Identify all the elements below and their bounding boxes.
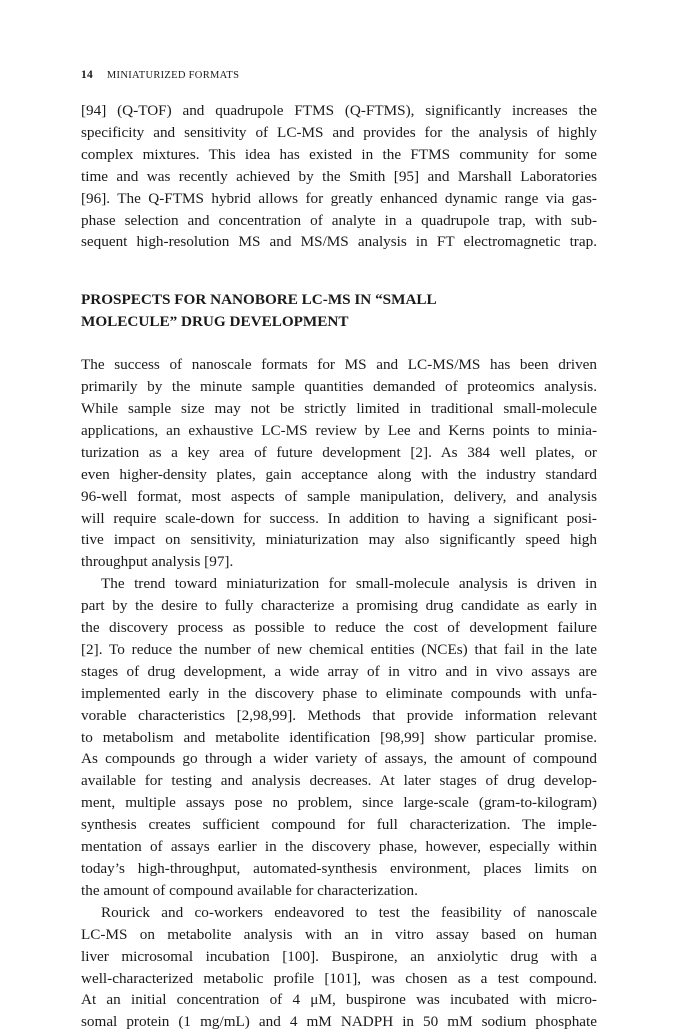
heading-line: PROSPECTS FOR NANOBORE LC-MS IN “SMALL (81, 291, 437, 309)
text-line: sequent high-resolution MS and MS/MS analysis in FT electromagnetic trap. (81, 233, 597, 251)
text-line: even higher-density plates, gain acceptance along with the industry standard (81, 465, 597, 483)
text-line: stages of drug development, a wide array of in vitro and in vivo assays are (81, 662, 597, 680)
running-head (81, 66, 597, 84)
paragraph-miniaturization-trend (81, 573, 597, 902)
text-line: throughput analysis [97]. (81, 553, 234, 571)
section-heading (81, 289, 597, 333)
text-line: [94] (Q-TOF) and quadrupole FTMS (Q-FTMS), significantly increases the (81, 102, 597, 119)
text-line: Rourick and co-workers endeavored to test the feasibility of nanoscale (101, 903, 597, 921)
text-line: tive impact on sensitivity, miniaturization may also significantly speed high (81, 531, 597, 549)
text-line: primarily by the minute sample quantities demanded of proteomics analysis. (81, 378, 597, 396)
heading-line: MOLECULE” DRUG DEVELOPMENT (81, 313, 349, 331)
text-line: At an initial concentration of 4 μM, buspirone was incubated with micro- (81, 991, 597, 1009)
text-line: liver microsomal incubation [100]. Buspirone, an anxiolytic drug with a (81, 947, 597, 965)
text-line: time and was recently achieved by the Smith [95] and Marshall Laboratories (81, 167, 597, 185)
text-line: LC-MS on metabolite analysis with an in vitro assay based on human (81, 925, 597, 943)
text-line: While sample size may not be strictly limited in traditional small-molecule (81, 399, 597, 417)
text-line: to metabolism and metabolite identification [98,99] show particular promise. (81, 728, 597, 746)
text-line: applications, an exhaustive LC-MS review by Lee and Kerns points to minia- (81, 421, 597, 439)
text-line: the amount of compound available for characterization. (81, 881, 418, 899)
text-line: specificity and sensitivity of LC-MS and provides for the analysis of highly (81, 123, 597, 141)
paragraph-nanoscale-success (81, 354, 597, 573)
text-line: part by the desire to fully characterize a promising drug candidate as early in (81, 597, 597, 615)
text-line: The trend toward miniaturization for small-molecule analysis is driven in (101, 575, 597, 593)
book-page (81, 66, 597, 1033)
text-line: [96]. The Q-FTMS hybrid allows for greatly enhanced dynamic range via gas- (81, 189, 597, 207)
text-line: vorable characteristics [2,98,99]. Methods that provide information relevant (81, 706, 597, 724)
text-line: mentation of assays earlier in the discovery phase, however, especially within (81, 838, 597, 856)
paragraph-rourick-study (81, 902, 597, 1033)
text-line: [2]. To reduce the number of new chemical entities (NCEs) that fail in the late (81, 640, 597, 658)
text-line: 96-well format, most aspects of sample manipulation, delivery, and analysis (81, 487, 597, 505)
text-line: somal protein (1 mg/mL) and 4 mM NADPH in 50 mM sodium phosphate (81, 1013, 597, 1031)
text-line: today’s high-throughput, automated-synthesis environment, places limits on (81, 860, 597, 877)
text-line: the discovery process as possible to reduce the cost of development failure (81, 619, 597, 637)
text-line: phase selection and concentration of analyte in a quadrupole trap, with sub- (81, 211, 597, 229)
running-title: MINIATURIZED FORMATS (106, 70, 240, 81)
text-line: As compounds go through a wider variety of assays, the amount of compound (81, 750, 597, 768)
text-line: The success of nanoscale formats for MS and LC-MS/MS has been driven (81, 356, 597, 374)
text-line: available for testing and analysis decreases. At later stages of drug develop- (81, 772, 597, 790)
text-line: implemented early in the discovery phase to eliminate compounds with unfa- (81, 684, 597, 702)
text-line: ment, multiple assays pose no problem, since large-scale (gram-to-kilogram) (81, 794, 597, 812)
text-line: well-characterized metabolic profile [101], was chosen as a test compound. (81, 969, 597, 987)
text-line: will require scale-down for success. In addition to having a significant posi- (81, 509, 597, 527)
text-line: turization as a key area of future development [2]. As 384 well plates, or (81, 443, 597, 461)
text-line: complex mixtures. This idea has existed in the FTMS community for some (81, 145, 597, 163)
paragraph-q-ftms (81, 100, 597, 253)
page-number: 14 (81, 69, 93, 81)
text-line: synthesis creates sufficient compound for full characterization. The imple- (81, 816, 597, 834)
